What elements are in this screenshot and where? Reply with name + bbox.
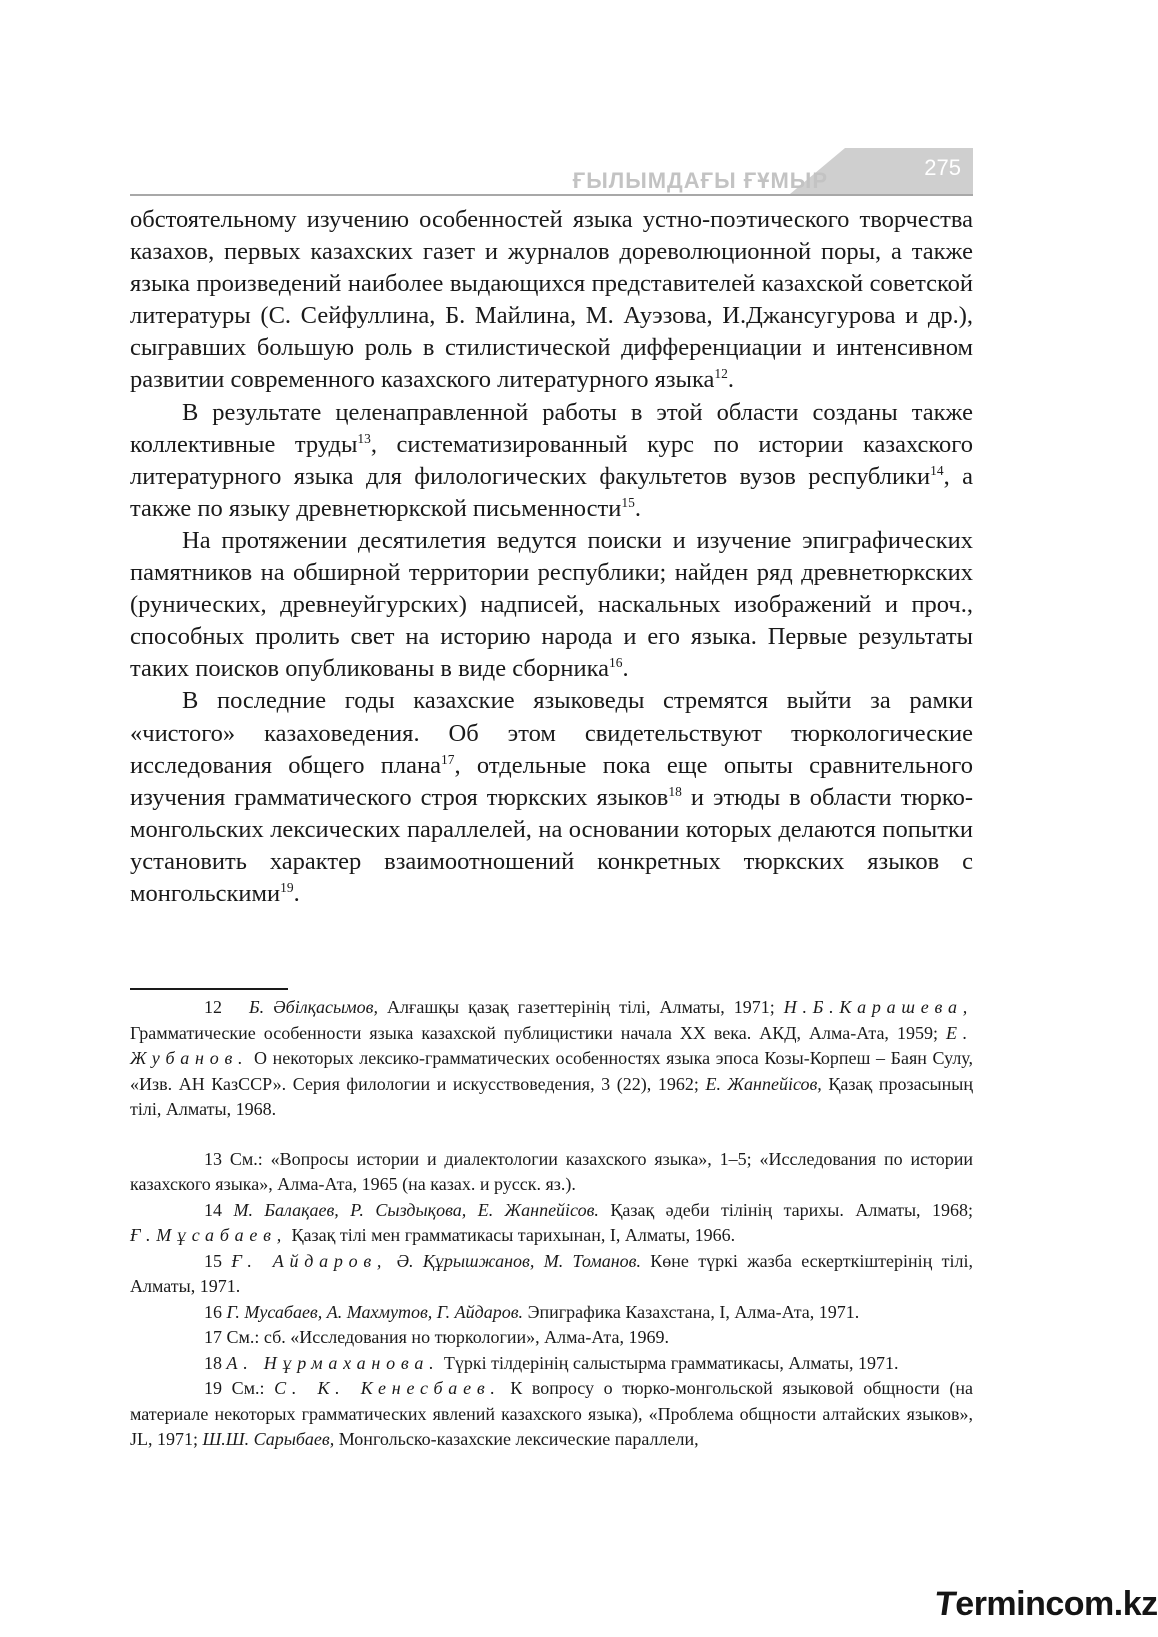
footnote-15: [130, 1249, 973, 1300]
body-text: [130, 204, 973, 910]
footnote-text: Көне түркі жазба ескерткіштерінің тілі, Алматы, 1971.: [130, 1250, 973, 1296]
footnote-text: Қазақ тілі мен грамматикасы тарихынан, I, Алматы, 1966.: [286, 1225, 736, 1245]
footnote-author: Ғ. Айдаров,: [231, 1250, 388, 1271]
paragraph-1: [130, 204, 973, 397]
text-run: , а также по языку древнетюркской письменности: [130, 462, 973, 522]
footnotes: [130, 995, 973, 1453]
footnote-ref[interactable]: 14: [930, 462, 944, 478]
paragraph-2: [130, 397, 973, 525]
footnote-author: Н.Б.Карашева,: [783, 997, 973, 1017]
footnote-author: Ш.Ш. Сарыбаев,: [202, 1429, 335, 1449]
text-run: обстоятельному изучению особенностей языка устно-поэтического творчества казахов, первых казахских газет и журналов дореволюционной поры, а также языка произведений наиболее выдающихся представителей казахской советской литературы (С. Сейфуллина, Б. Майлина, М. Ауэзова, И.Джансугурова и др.), сыгравших большую роль в стилистической дифференциации и интенсивном развитии современного казахского литературного языка: [130, 206, 973, 394]
footnote-text: Қазақ әдеби тілінің тарихы. Алматы, 1968;: [598, 1199, 974, 1220]
footnote-ref[interactable]: 18: [668, 783, 682, 799]
footnote-ref[interactable]: 13: [357, 430, 371, 446]
text-run: .: [293, 879, 300, 907]
footnote-number: 19 См.:: [204, 1378, 275, 1398]
footnote-rule: [130, 988, 288, 990]
watermark-text: ermincom.kz: [955, 1585, 1158, 1623]
footnote-text: К вопросу о тюрко-монгольской языковой общности (на материале некоторых грамматических явлений казахского языка), «Проблема общности алтайских языков», JL, 1971;: [130, 1378, 973, 1449]
footnote-ref[interactable]: 17: [441, 751, 455, 767]
footnote-16: [130, 1300, 973, 1326]
footnote-text: О некоторых лексико-грамматических особенностях языка эпоса Козы-Корпеш – Баян Сулу, «Изв. АН КазССР». Серия филологии и искусствоведения, 3 (22), 1962;: [130, 1048, 973, 1094]
footnote-19: [130, 1376, 973, 1453]
footnote-18: [130, 1351, 973, 1377]
footnote-number: 12: [204, 997, 222, 1017]
footnote-13: 13 См.: «Вопросы истории и диалектологии казахского языка», 1–5; «Исследования по истории казахского языка», Алма-Ата, 1965 (на казах. и русск. яз.).: [130, 1148, 973, 1194]
footnote-author: Е. Жанпейісов,: [705, 1073, 822, 1094]
footnote-text: Эпиграфика Казахстана, I, Алма-Ата, 1971.: [523, 1301, 860, 1322]
header-tab-shape: [130, 148, 973, 196]
footnote-author: А. Нұрмаханова.: [226, 1352, 440, 1373]
text-run: , отдельные пока еще опыты сравнительного изучения грамматического строя тюркских языков: [130, 751, 973, 811]
header-rule: [130, 194, 973, 196]
paragraph-4: [130, 685, 973, 910]
text-run: , систематизированный курс по истории казахского литературного языка для филологических факультетов вузов республики: [130, 430, 973, 490]
paragraph-3: [130, 525, 973, 685]
footnote-number: 14: [204, 1199, 234, 1220]
text-run: .: [727, 366, 734, 394]
footnote-text: Алғашқы қазақ газеттерінің тілі, Алматы, 1971;: [378, 997, 784, 1017]
footnote-number: 16: [204, 1301, 227, 1322]
footnote-text: Монгольско-казахские лексические параллели,: [334, 1429, 699, 1449]
footnote-text: Қазақ прозасының тілі, Алматы, 1968.: [130, 1073, 974, 1119]
text-run: На протяжении десятилетия ведутся поиски и изучение эпиграфических памятников на обширной территории республики; найден ряд древнетюркских (рунических, древнеуйгурских) надписей, наскальных изображений и проч., способных пролить свет на историю народа и его языка. Первые результаты таких поисков опубликованы в виде сборника: [130, 526, 973, 683]
footnote-author: Г. Мусабаев, А. Махмутов, Г. Айдаров.: [226, 1301, 524, 1322]
footnote-author: Б. Әбілқасымов,: [249, 997, 378, 1017]
footnote-author: Е. Жубанов.: [130, 1022, 973, 1068]
footnote-ref[interactable]: 16: [609, 655, 623, 671]
footnote-12: [130, 995, 973, 1123]
page-header: [130, 148, 973, 196]
running-title: ҒЫЛЫМДАҒЫ ҒҰМЫР: [572, 168, 828, 193]
text-run: В результате целенаправленной работы в этой области созданы также коллективные труды: [130, 398, 973, 458]
footnote-author: Ғ.Мұсабаев,: [130, 1225, 287, 1245]
footnote-ref[interactable]: 12: [714, 366, 728, 382]
footnote-number: 18: [204, 1352, 227, 1373]
site-watermark: [932, 1585, 1158, 1624]
watermark-logo-letter: T: [932, 1585, 959, 1623]
text-run: В последние годы казахские языковеды стремятся выйти за рамки «чистого» казаховедения. Об этом свидетельствуют тюркологические исследования общего плана: [130, 687, 973, 779]
footnote-text: Грамматические особенности языка казахской публицистики начала XX века. АКД, Алма-Ата, 1959;: [130, 1022, 946, 1043]
page-number: 275: [924, 155, 961, 180]
footnote-author: Ә. Құрышжанов, М. Томанов.: [387, 1250, 641, 1271]
footnote-14: [130, 1198, 973, 1249]
footnote-text: Түркі тілдерінің салыстырма грамматикасы, Алматы, 1971.: [439, 1352, 899, 1373]
text-run: и этюды в области тюрко-монгольских лексических параллелей, на основании которых делаются попытки установить характер взаимоотношений конкретных тюркских языков с монгольскими: [130, 783, 973, 907]
footnote-author: С. К. Кенесбаев.: [274, 1378, 501, 1398]
footnote-author: М. Балақаев, Р. Сыздықова, Е. Жанпейісов.: [233, 1199, 599, 1220]
footnote-ref[interactable]: 15: [621, 494, 635, 510]
text-run: .: [634, 494, 641, 522]
footnote-17: 17 См.: сб. «Исследования но тюркологии», Алма-Ата, 1969.: [204, 1327, 670, 1347]
footnote-ref[interactable]: 19: [280, 879, 294, 895]
footnote-number: 15: [204, 1250, 232, 1271]
text-run: .: [622, 655, 629, 683]
